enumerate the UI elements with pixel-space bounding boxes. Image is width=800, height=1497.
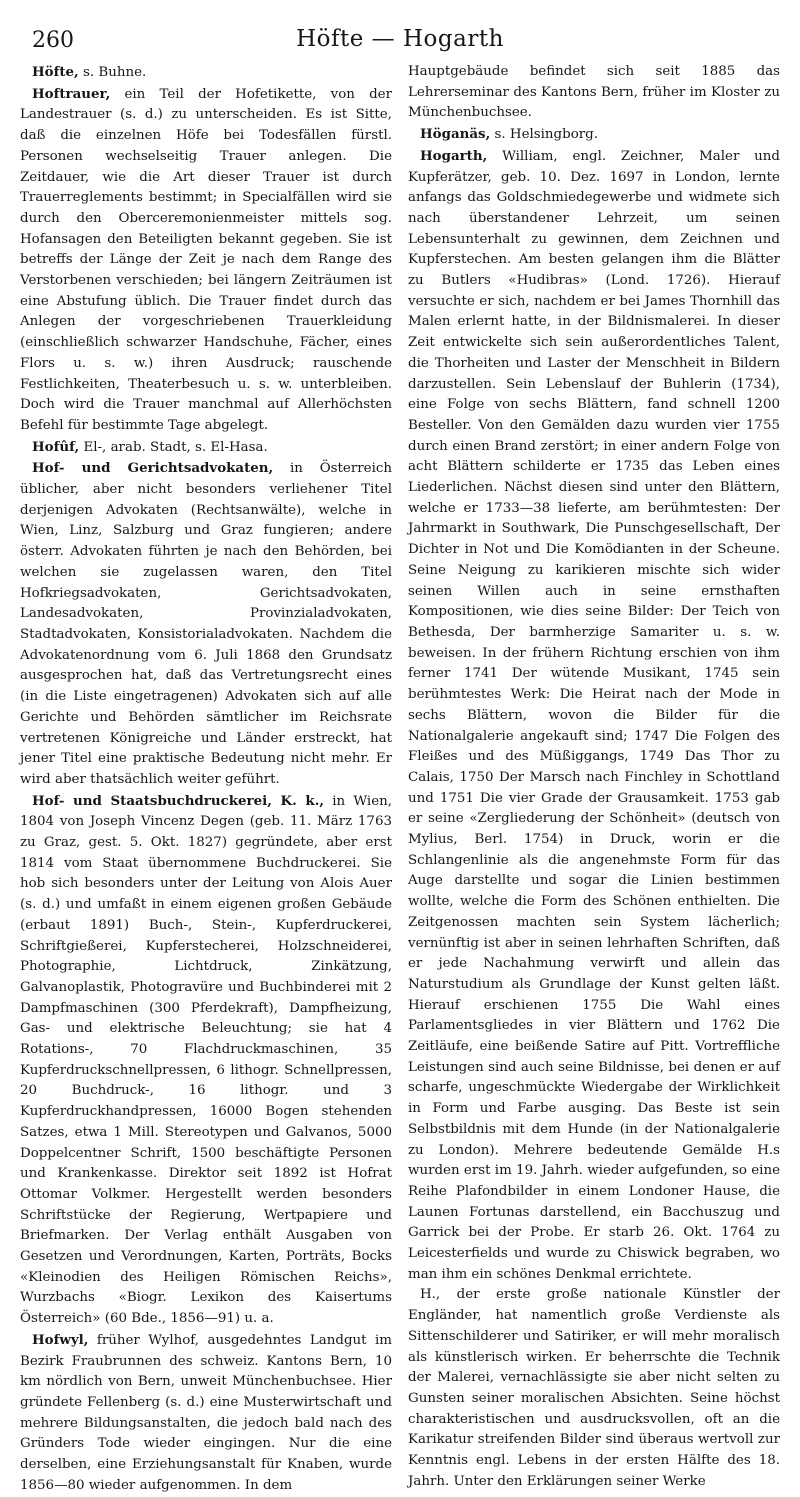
dictionary-entry [408, 146, 780, 1286]
text-columns [20, 62, 780, 1493]
dictionary-entry [20, 437, 392, 459]
entry-text: ein Teil der Hofetikette, von der Landestrauer (s. d.) zu unterscheiden. Es ist Sitte, daß die einzelnen Höfe bei Todesfällen fürstl. Personen wechselseitig Trauer anlegen. Die Zeitdauer, wie die Art dieser Trauer ist durch Trauerreglements bestimmt; in Specialfällen wird sie durch den Oberceremonienmeister mittels sog. Hofansagen den Beteiligten bekannt gegeben. Sie ist betreffs der Länge der Zeit je nach dem Range des Verstorbenen verschieden; bei längern Zeiträumen ist eine Abstufung üblich. Die Trauer findet durch das Anlegen der vorgeschriebenen Trauerkleidung (einschließlich schwarzer Handschuhe, Fächer, eines Flors u. s. w.) ihren Ausdruck; rauschende Festlichkeiten, Theaterbesuch u. s. w. unterbleiben. Doch wird die Trauer manchmal auf Allerhöchsten Befehl für bestimmte Tage abgelegt. [20, 86, 392, 433]
entry-headword: Hof- und Gerichtsadvokaten, [32, 460, 274, 477]
entry-headword: Höganäs, [420, 126, 491, 143]
entry-headword: Hofwyl, [32, 1331, 89, 1348]
dictionary-entry [20, 458, 392, 790]
entry-headword: Hoftrauer, [32, 85, 111, 102]
entry-text: in Österreich üblicher, aber nicht besonders verliehener Titel derjenigen Advokaten (Rechtsanwälte), welche in Wien, Linz, Salzburg und Graz fungieren; andere österr. Advokaten führten je nach den Behörden, bei welchen sie zugelassen waren, den Titel Hofkriegsadvokaten, Gerichtsadvokaten, Landesadvokaten, Provinzialadvokaten, Stadtadvokaten, Konsistorialadvokaten. Nachdem die Advokatenordnung vom 6. Juli 1868 den Grundsatz ausgesprochen hat, daß das Vertretungsrecht eines (in die Liste eingetragenen) Advokaten sich auf alle Gerichte und Behörden sämtlicher im Reichsrate vertretenen Königreiche und Länder erstreckt, hat jener Titel eine praktische Bedeutung nicht mehr. Er wird aber thatsächlich weiter geführt. [20, 461, 392, 787]
dictionary-entry [20, 62, 392, 84]
entry-headword: Höfte, [32, 64, 79, 80]
entry-text: Hauptgebäude befindet sich seit 1885 das Lehrerseminar des Kantons Bern, früher im Kloster zu Münchenbuchsee. [408, 64, 780, 121]
dictionary-entry [408, 124, 780, 146]
dictionary-entry [20, 1330, 392, 1497]
left-column [20, 62, 392, 1493]
dictionary-entry [408, 1285, 780, 1492]
page-number: 260 [32, 28, 74, 53]
entry-text: in Wien, 1804 von Joseph Vincenz Degen (geb. 11. März 1763 zu Graz, gest. 5. Okt. 1827) gegründete, aber erst 1814 vom Staat übernommene Buchdruckerei. Sie hob sich besonders unter der Leitung von Alois Auer (s. d.) und umfaßt in einem eigenen großen Gebäude (erbaut 1891) Buch-, Stein-, Kupferdruckerei, Schriftgießerei, Kupferstecherei, Holzschneiderei, Photographie, Lichtdruck, Zinkätzung, Galvanoplastik, Photogravüre und Buchbinderei mit 2 Dampfmaschinen (300 Pferdekraft), Dampfheizung, Gas- und elektrische Beleuchtung; sie hat 4 Rotations-, 70 Flachdruckmaschinen, 35 Kupferdruckschnellpressen, 6 lithogr. Schnellpressen, 20 Buchdruck-, 16 lithogr. und 3 Kupferdruckhandpressen, 16000 Bogen stehenden Satzes, etwa 1 Mill. Stereotypen und Galvanos, 5000 Doppelcentner Schrift, 1500 beschäftigte Personen und Krankenkasse. Direktor seit 1892 ist Hofrat Ottomar Volkmer. Hergestellt werden besonders Schriftstücke der Regierung, Wertpapiere und Briefmarken. Der Verlag enthält Ausgaben von Gesetzen und Verordnungen, Karten, Porträts, Bocks «Kleinodien des Heiligen Römischen Reichs», Wurzbachs «Biogr. Lexikon des Kaisertums Österreich» (60 Bde., 1856—91) u. a. [20, 793, 392, 1327]
entry-text: H., der erste große nationale Künstler der Engländer, hat namentlich große Verdienste als Sittenschilderer und Satiriker, er will mehr moralisch als künstlerisch wirken. Er beherrschte die Technik der Malerei, vernachlässigte sie aber nicht selten zu Gunsten seiner moralischen Absichten. Seine höchst charakteristischen und ausdrucksvollen, oft an die Karikatur streifenden Bilder sind überaus wertvoll zur Kenntnis engl. Lebens in der ersten Hälfte des 18. Jahrh. Unter den Erklärungen seiner Werke [408, 1287, 780, 1489]
entry-headword: Hogarth, [420, 147, 488, 164]
right-column [408, 62, 780, 1489]
entry-headword: Hof- und Staatsbuchdruckerei, K. k., [32, 792, 325, 809]
entry-text: s. Helsingborg. [490, 127, 598, 143]
entry-headword: Hofûf, [32, 438, 80, 455]
entry-text: früher Wylhof, ausgedehntes Landgut im Bezirk Fraubrunnen des schweiz. Kantons Bern, 10 km nördlich von Bern, unweit Münchenbuchsee. Hier gründete Fellenberg (s. d.) eine Musterwirtschaft und mehrere Bildungsanstalten, die jedoch bald nach des Gründers Tode wieder eingingen. Nur die eine derselben, eine Erziehungsanstalt für Knaben, wurde 1856—80 wieder aufgenommen. In dem [20, 1332, 392, 1493]
continued-paragraph [408, 62, 780, 124]
entry-text: El-, arab. Stadt, s. El-Hasa. [79, 439, 268, 455]
entry-text: s. Buhne. [78, 65, 147, 80]
running-head: Höfte — Hogarth [296, 26, 504, 52]
dictionary-entry [20, 84, 392, 437]
page-header [20, 22, 780, 62]
entry-text: William, engl. Zeichner, Maler und Kupferätzer, geb. 10. Dez. 1697 in London, lernte anfangs das Goldschmiedegewerbe und widmete sich nach überstandener Lehrzeit, um seinen Lebensunterhalt zu gewinnen, dem Zeichnen und Kupferstechen. Am besten gelangen ihm die Blätter zu Butlers «Hudibras» (Lond. 1726). Hierauf versuchte er sich, nachdem er bei James Thornhill das Malen erlernt hatte, in der Bildnismalerei. In dieser Zeit entwickelte sich sein außerordentliches Talent, die Thorheiten und Laster der Menschheit in Bildern darzustellen. Sein Lebenslauf der Buhlerin (1734), eine Folge von sechs Blättern, fand schnell 1200 Besteller. Von den Gemälden dazu wurden vier 1755 durch einen Brand zerstört; in einer andern Folge von acht Blättern schilderte er 1735 das Leben eines Liederlichen. Nächst diesen sind unter den Blättern, welche er 1733—38 lieferte, am berühmtesten: Der Jahrmarkt in Southwark, Die Punschgesellschaft, Der Dichter in Not und Die Komödianten in der Scheune. Seine Neigung zu karikieren mischte sich wider seinen Willen auch in seine ernsthaften Kompositionen, wie dies seine Bilder: Der Teich von Bethesda, Der barmherzige Samariter u. s. w. beweisen. In der frühern Richtung erschien von ihm ferner 1741 Der wütende Musikant, 1745 sein berühmtestes Werk: Die Heirat nach der Mode in sechs Blättern, wovon die Bilder für die Nationalgalerie angekauft sind; 1747 Die Folgen des Fleißes und des Müßiggangs, 1749 Das Thor zu Calais, 1750 Der Marsch nach Finchley in Schottland und 1751 Die vier Grade der Grausamkeit. 1753 gab er seine «Zergliederung der Schönheit» (deutsch von Mylius, Berl. 1754) in Druck, worin er die Schlangenlinie als die angenehmste Form für das Auge darstellte und sogar die Linien bestimmen wollte, welche die Form des Schönen enthielten. Die Zeitgenossen machten sein System lächerlich; vernünftig ist aber in seinen lehrhaften Schriften, daß er jede Nachahmung verwirft und allein das Naturstudium als Grundlage der Kunst gelten läßt. Hierauf erschienen 1755 Die Wahl eines Parlamentsgliedes in vier Blättern und 1762 Die Zeitläufe, eine beißende Satire auf Pitt. Vortreffliche Leistungen sind auch seine Bildnisse, bei denen er auf scharfe, ungeschmückte Wiedergabe der Wirklichkeit in Form und Farbe ausging. Das Beste ist sein Selbstbildnis mit dem Hunde (in der Nationalgalerie zu London). Mehrere bedeutende Gemälde H.s wurden erst im 19. Jahrh. wieder aufgefunden, so eine Reihe Plafondbilder in einem Londoner Hause, die Launen Fortunas darstellend, ein Bacchuszug und Garrick bei der Probe. Er starb 26. Okt. 1764 zu Leicesterfields und wurde zu Chiswick begraben, wo man ihm ein schönes Denkmal errichtete. [408, 148, 780, 1282]
dictionary-entry [20, 791, 392, 1330]
